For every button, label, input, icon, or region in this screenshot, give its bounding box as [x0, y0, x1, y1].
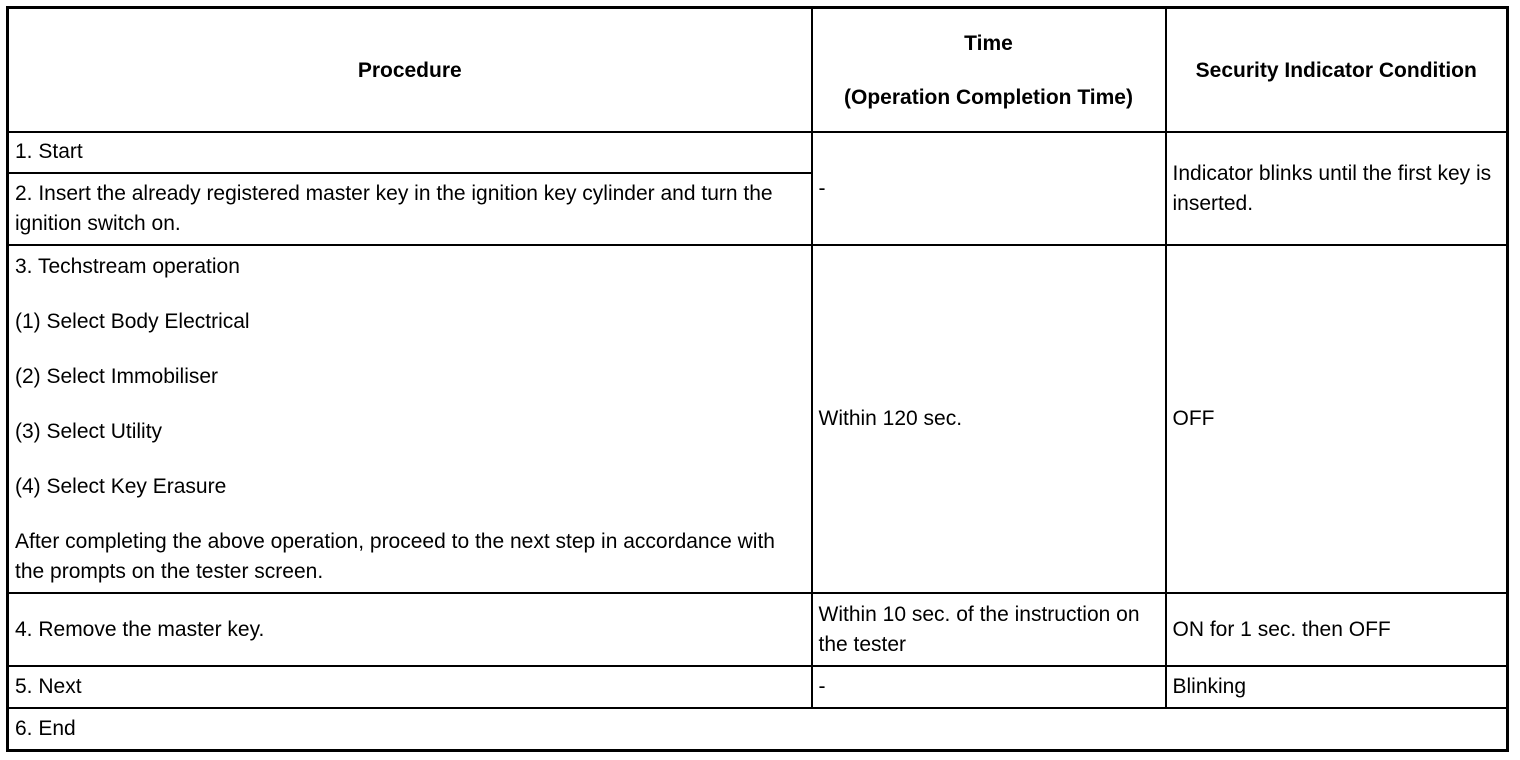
table-row [8, 593, 1508, 665]
techstream-title: 3. Techstream operation [15, 254, 240, 278]
indicator-cell: ON for 1 sec. then OFF [1166, 593, 1508, 665]
indicator-cell: OFF [1166, 245, 1508, 593]
key-erasure-procedure-table [6, 6, 1509, 752]
table-row [8, 708, 1508, 750]
time-cell: - [812, 132, 1166, 245]
indicator-cell: Blinking [1166, 666, 1508, 708]
techstream-step: (4) Select Key Erasure [15, 474, 227, 498]
techstream-step: (1) Select Body Electrical [15, 309, 250, 333]
time-cell: - [812, 666, 1166, 708]
table-row [8, 132, 1508, 172]
time-cell: Within 10 sec. of the instruction on the tester [812, 593, 1166, 665]
procedure-cell: 1. Start [8, 132, 812, 172]
procedure-header: Procedure [8, 8, 812, 133]
time-cell: Within 120 sec. [812, 245, 1166, 593]
procedure-cell: 2. Insert the already registered master key in the ignition key cylinder and turn the ignition switch on. [8, 173, 812, 245]
techstream-step: (3) Select Utility [15, 419, 163, 443]
procedure-cell: 4. Remove the master key. [8, 593, 812, 665]
time-header [812, 8, 1166, 133]
time-header-title: Time [964, 31, 1013, 55]
procedure-cell [8, 245, 812, 593]
indicator-cell: Indicator blinks until the first key is inserted. [1166, 132, 1508, 245]
table-row [8, 666, 1508, 708]
procedure-cell: 6. End [8, 708, 1508, 750]
header-row [8, 8, 1508, 133]
procedure-cell: 5. Next [8, 666, 812, 708]
indicator-header: Security Indicator Condition [1166, 8, 1508, 133]
techstream-step: (2) Select Immobiliser [15, 364, 219, 388]
techstream-note: After completing the above operation, proceed to the next step in accordance with the prompts on the tester screen. [15, 529, 775, 583]
time-header-subtitle: (Operation Completion Time) [844, 85, 1133, 109]
table-row [8, 245, 1508, 593]
